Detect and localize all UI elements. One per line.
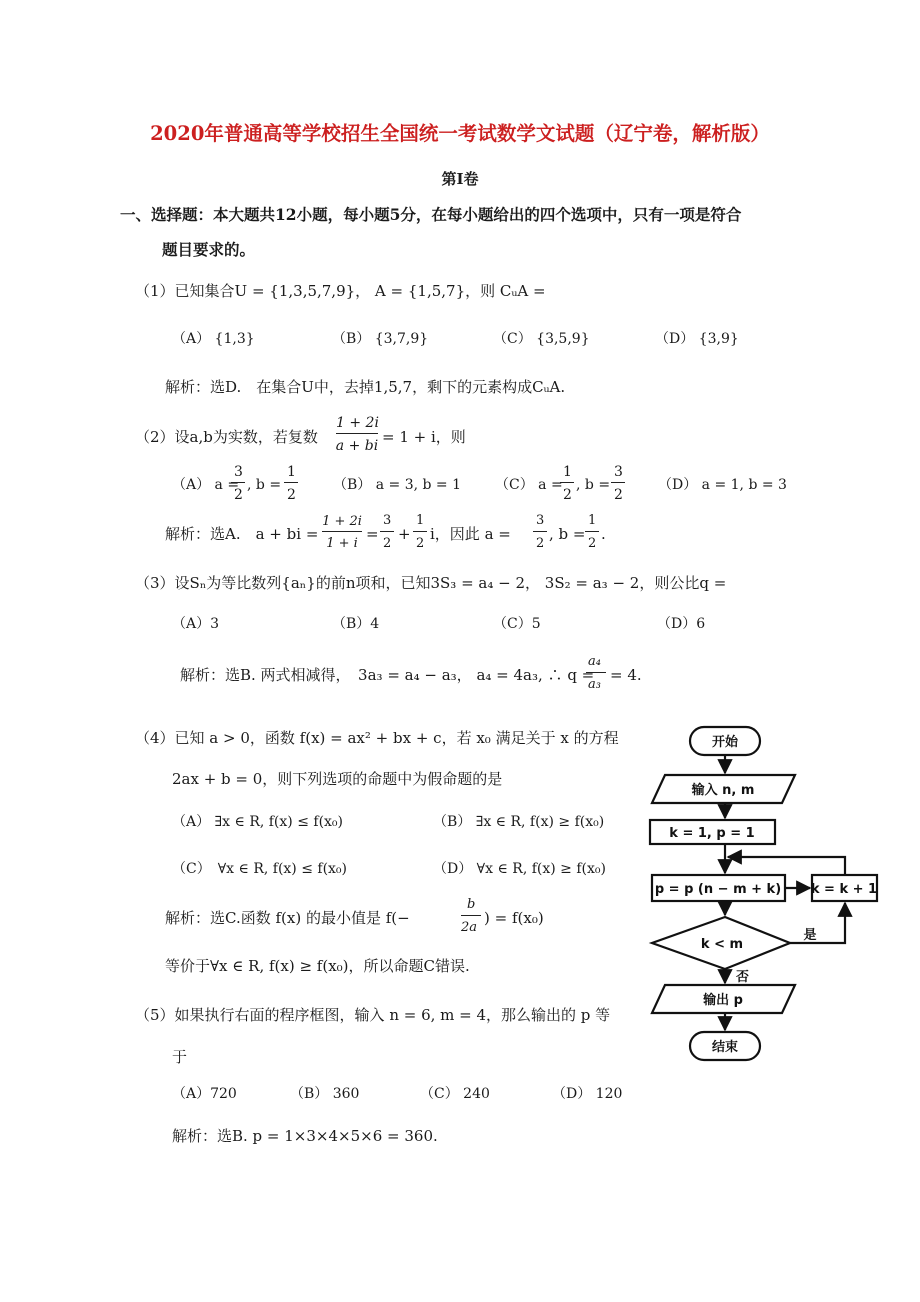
program-flowchart: [640, 715, 878, 1070]
q4-option-c: （C） ∀x ∈ R, f(x) ≤ f(x₀): [172, 861, 348, 877]
q4-stem-line1: （4）已知 a > 0，函数 f(x) = ax² + bx + c，若 x₀ 满足关于 x 的方程: [135, 729, 619, 747]
q5-stem-line1: （5）如果执行右面的程序框图，输入 n = 6, m = 4，那么输出的 p 等: [135, 1006, 611, 1024]
flowchart-no-label: 否: [736, 970, 750, 985]
q3-analysis-num: a₄: [588, 654, 601, 669]
q2-option-c-mid: , b =: [576, 477, 611, 493]
q2-option-a-den1: 2: [234, 487, 243, 503]
q2-analysis-bar4: [533, 531, 547, 532]
q4-analysis-bar: [461, 915, 481, 916]
q4-analysis-line2: 等价于∀x ∈ R, f(x) ≥ f(x₀)，所以命题C错误.: [165, 957, 470, 975]
q3-option-d: （D）6: [657, 616, 706, 632]
q2-analysis-num4: 3: [536, 513, 545, 528]
q2-analysis-b: , b =: [549, 525, 586, 543]
q3-analysis-post: = 4.: [610, 666, 642, 684]
q2-option-d: （D） a = 1, b = 3: [658, 477, 787, 493]
q4-option-a: （A） ∃x ∈ R, f(x) ≤ f(x₀): [172, 814, 344, 830]
q4-option-d: （D） ∀x ∈ R, f(x) ≥ f(x₀): [433, 861, 606, 877]
q4-option-b: （B） ∃x ∈ R, f(x) ≥ f(x₀): [433, 814, 605, 830]
q2-analysis-num1: 1 + 2i: [322, 514, 362, 529]
q2-analysis-eq: =: [366, 525, 379, 543]
q4-stem-line2: 2ax + b = 0，则下列选项的命题中为假命题的是: [172, 770, 503, 788]
q2-analysis-bar1: [322, 531, 362, 532]
q2-analysis-prefix: 解析：选A. a + bi =: [165, 525, 319, 543]
flowchart-input-text: 输入 n, m: [691, 783, 755, 798]
q1-option-c: （C） {3,5,9}: [493, 331, 590, 347]
q2-analysis-den5: 2: [588, 536, 597, 551]
page-title: 2020年普通高等学校招生全国统一考试数学文试题（辽宁卷，解析版）: [150, 122, 770, 145]
q2-option-c-den2: 2: [614, 487, 623, 503]
q2-option-a-prefix: （A） a =: [172, 477, 240, 493]
q2-stem-b: = 1 + i，则: [382, 428, 466, 446]
q3-analysis-bar: [586, 672, 606, 673]
flowchart-yes-label: 是: [803, 928, 817, 943]
q2-option-a-num2: 1: [287, 464, 296, 480]
q1-option-b: （B） {3,7,9}: [332, 331, 429, 347]
q5-option-d: （D） 120: [552, 1086, 623, 1102]
q2-analysis-end: .: [601, 525, 606, 543]
q2-option-c-num1: 1: [563, 464, 572, 480]
q2-option-a-bar2: [284, 482, 298, 483]
q2-analysis-den1: 1 + i: [326, 536, 358, 551]
q3-analysis-den: a₃: [588, 677, 601, 692]
q2-analysis-den4: 2: [536, 536, 545, 551]
q2-analysis-num5: 1: [588, 513, 597, 528]
q1-stem: （1）已知集合U = {1,3,5,7,9}， A = {1,5,7}，则 CᵤA =: [135, 282, 546, 300]
q2-option-b: （B） a = 3, b = 1: [333, 477, 462, 493]
q3-option-c: （C）5: [493, 616, 541, 632]
q2-option-a-bar1: [231, 482, 245, 483]
q2-option-c-num2: 3: [614, 464, 623, 480]
q5-stem-line2: 于: [172, 1048, 188, 1066]
q2-analysis-bar3: [413, 531, 427, 532]
q5-option-b: （B） 360: [290, 1086, 360, 1102]
q2-analysis-bar5: [585, 531, 599, 532]
q3-analysis-prefix: 解析：选B. 两式相减得， 3a₃ = a₄ − a₃， a₄ = 4a₃, ∴ q =: [180, 666, 595, 684]
q2-option-c-bar1: [560, 482, 574, 483]
q1-analysis: 解析：选D. 在集合U中，去掉1,5,7，剩下的元素构成CᵤA.: [165, 378, 566, 396]
q5-analysis: 解析：选B. p = 1×3×4×5×6 = 360.: [172, 1127, 438, 1145]
q2-analysis-plus: +: [398, 525, 411, 543]
q2-option-c-bar2: [611, 482, 625, 483]
q2-analysis-bar2: [380, 531, 394, 532]
q2-option-a-den2: 2: [287, 487, 296, 503]
flowchart-output-text: 输出 p: [703, 993, 743, 1008]
q3-option-b: （B）4: [332, 616, 380, 632]
q2-analysis-i: i，因此 a =: [430, 525, 511, 543]
q1-option-d: （D） {3,9}: [655, 331, 739, 347]
q2-denominator: a + bi: [335, 438, 379, 454]
q2-analysis-den3: 2: [416, 536, 425, 551]
q5-option-a: （A）720: [172, 1086, 237, 1102]
volume-label: 第I卷: [441, 170, 479, 188]
q4-analysis-num: b: [467, 897, 476, 912]
q2-option-c-den1: 2: [563, 487, 572, 503]
q2-fraction-bar: [336, 433, 378, 434]
q2-option-a-num1: 3: [234, 464, 243, 480]
q2-analysis-num2: 3: [383, 513, 392, 528]
q5-option-c: （C） 240: [420, 1086, 490, 1102]
section-instructions-line2: 题目要求的。: [162, 240, 256, 259]
section-instructions-line1: 一、选择题：本大题共12小题，每小题5分，在每小题给出的四个选项中，只有一项是符合: [120, 205, 742, 224]
q4-analysis-den: 2a: [461, 920, 478, 935]
q1-option-a: （A） {1,3}: [172, 331, 255, 347]
q4-analysis-post: ) = f(x₀): [484, 909, 544, 927]
q4-analysis-prefix: 解析：选C.函数 f(x) 的最小值是 f(−: [165, 909, 410, 927]
q2-analysis-den2: 2: [383, 536, 392, 551]
flowchart-end-text: 结束: [711, 1040, 739, 1055]
flowchart-init-text: k = 1, p = 1: [669, 826, 755, 841]
flowchart-increment-text: k = k + 1: [810, 882, 878, 897]
q2-numerator: 1 + 2i: [336, 415, 379, 431]
q2-analysis-num3: 1: [416, 513, 425, 528]
q2-option-c-prefix: （C） a =: [495, 477, 563, 493]
q3-stem: （3）设Sₙ为等比数列{aₙ}的前n项和，已知3S₃ = a₄ − 2， 3S₂ = a₃ − 2，则公比q =: [135, 574, 727, 592]
flowchart-process-text: p = p (n − m + k): [654, 882, 782, 897]
q2-option-a-mid: , b =: [247, 477, 282, 493]
q3-option-a: （A）3: [172, 616, 220, 632]
flowchart-start-text: 开始: [711, 735, 739, 750]
flowchart-decision-text: k < m: [700, 937, 744, 952]
q2-stem-a: （2）设a,b为实数，若复数: [135, 428, 318, 446]
